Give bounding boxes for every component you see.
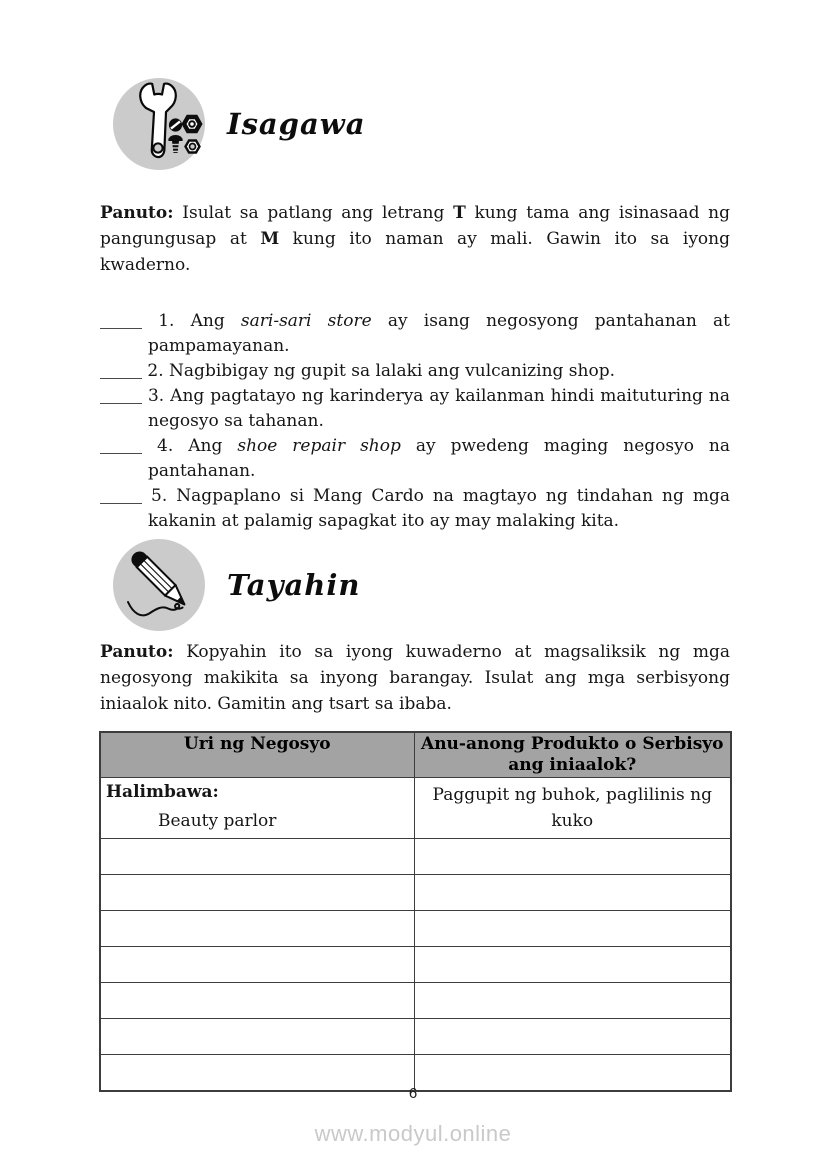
true-false-item-2 bbox=[100, 359, 730, 384]
empty-business-cell bbox=[100, 839, 414, 875]
letter-t: T bbox=[453, 203, 466, 223]
isagawa-instructions bbox=[100, 200, 730, 278]
empty-business-cell bbox=[100, 875, 414, 911]
business-table bbox=[99, 731, 732, 1092]
item-italic-text: sari-sari store bbox=[240, 311, 372, 331]
item-number: 2. bbox=[147, 361, 164, 381]
empty-business-cell bbox=[100, 947, 414, 983]
example-business-cell bbox=[100, 778, 414, 839]
letter-m: M bbox=[260, 229, 280, 249]
true-false-item-4 bbox=[100, 434, 730, 484]
answer-blank-5 bbox=[100, 491, 142, 504]
item-text: ay isang negosyong pantahanan at pampamayanan. bbox=[148, 311, 730, 356]
empty-services-cell bbox=[414, 983, 731, 1019]
item-number: 1. bbox=[158, 311, 175, 331]
true-false-item-list bbox=[100, 309, 730, 534]
item-text: ay pwedeng maging negosyo na pantahanan. bbox=[148, 436, 731, 481]
header-produkto-serbisyo: Anu-anong Produkto o Serbisyo ang iniaalok? bbox=[414, 732, 731, 778]
empty-table-row bbox=[100, 947, 731, 983]
table-header-row bbox=[100, 732, 731, 778]
instruction-text: kung tama ang isinasaad ng pangungusap at bbox=[100, 203, 730, 249]
item-text: Ang bbox=[188, 436, 223, 456]
answer-blank-1 bbox=[100, 316, 142, 329]
item-text: Nagbibigay ng gupit sa lalaki ang vulcanizing shop. bbox=[169, 361, 615, 381]
example-business-name: Beauty parlor bbox=[158, 811, 277, 831]
true-false-item-5 bbox=[100, 484, 730, 534]
item-italic-text: shoe repair shop bbox=[237, 436, 401, 456]
item-number: 5. bbox=[151, 486, 168, 506]
pencil-writing-icon bbox=[113, 539, 205, 631]
instruction-text: Kopyahin ito sa iyong kuwaderno at magsaliksik ng mga negosyong makikita sa inyong barangay. Isulat ang mga serbisyong iniaalok nito. Gamitin ang tsart sa ibaba. bbox=[100, 642, 730, 714]
item-number: 4. bbox=[157, 436, 174, 456]
empty-business-cell bbox=[100, 1019, 414, 1055]
empty-table-row bbox=[100, 983, 731, 1019]
tayahin-section-header bbox=[100, 539, 730, 631]
empty-table-row bbox=[100, 875, 731, 911]
instruction-text: Isulat sa patlang ang letrang bbox=[182, 203, 445, 223]
watermark: www.modyul.online bbox=[314, 1121, 512, 1146]
tayahin-instructions bbox=[100, 639, 730, 717]
wrench-and-bolts-icon bbox=[113, 78, 205, 170]
answer-blank-3 bbox=[100, 391, 142, 404]
example-row bbox=[100, 778, 731, 839]
empty-services-cell bbox=[414, 911, 731, 947]
example-services-cell: Paggupit ng buhok, paglilinis ng kuko bbox=[414, 778, 731, 839]
halimbawa-label: Halimbawa: bbox=[106, 782, 219, 802]
item-text: Nagpaplano si Mang Cardo na magtayo ng tindahan ng mga kakanin at palamig sapagkat ito ay may malaking kita. bbox=[148, 486, 731, 531]
isagawa-title: Isagawa bbox=[227, 107, 366, 141]
empty-table-row bbox=[100, 911, 731, 947]
header-uri-ng-negosyo: Uri ng Negosyo bbox=[100, 732, 414, 778]
panuto-label-2: Panuto: bbox=[100, 642, 174, 662]
panuto-label-1: Panuto: bbox=[100, 203, 174, 223]
true-false-item-1 bbox=[100, 309, 730, 359]
tayahin-title: Tayahin bbox=[227, 568, 361, 602]
item-text: Ang bbox=[190, 311, 225, 331]
page-number: 6 bbox=[408, 1085, 418, 1102]
business-table-body bbox=[100, 778, 731, 1091]
empty-services-cell bbox=[414, 839, 731, 875]
true-false-item-3 bbox=[100, 384, 730, 434]
item-text: Ang pagtatayo ng karinderya ay kailanman hindi maituturing na negosyo sa tahanan. bbox=[148, 386, 730, 431]
empty-table-row bbox=[100, 1019, 731, 1055]
empty-business-cell bbox=[100, 911, 414, 947]
empty-services-cell bbox=[414, 875, 731, 911]
empty-services-cell bbox=[414, 947, 731, 983]
instruction-text: kung ito naman ay mali. Gawin ito sa iyong kwaderno. bbox=[100, 229, 730, 275]
empty-services-cell bbox=[414, 1019, 731, 1055]
item-number: 3. bbox=[147, 386, 165, 406]
isagawa-section-header bbox=[100, 0, 730, 170]
empty-table-row bbox=[100, 839, 731, 875]
empty-business-cell bbox=[100, 983, 414, 1019]
answer-blank-4 bbox=[100, 441, 142, 454]
answer-blank-2 bbox=[100, 366, 142, 379]
